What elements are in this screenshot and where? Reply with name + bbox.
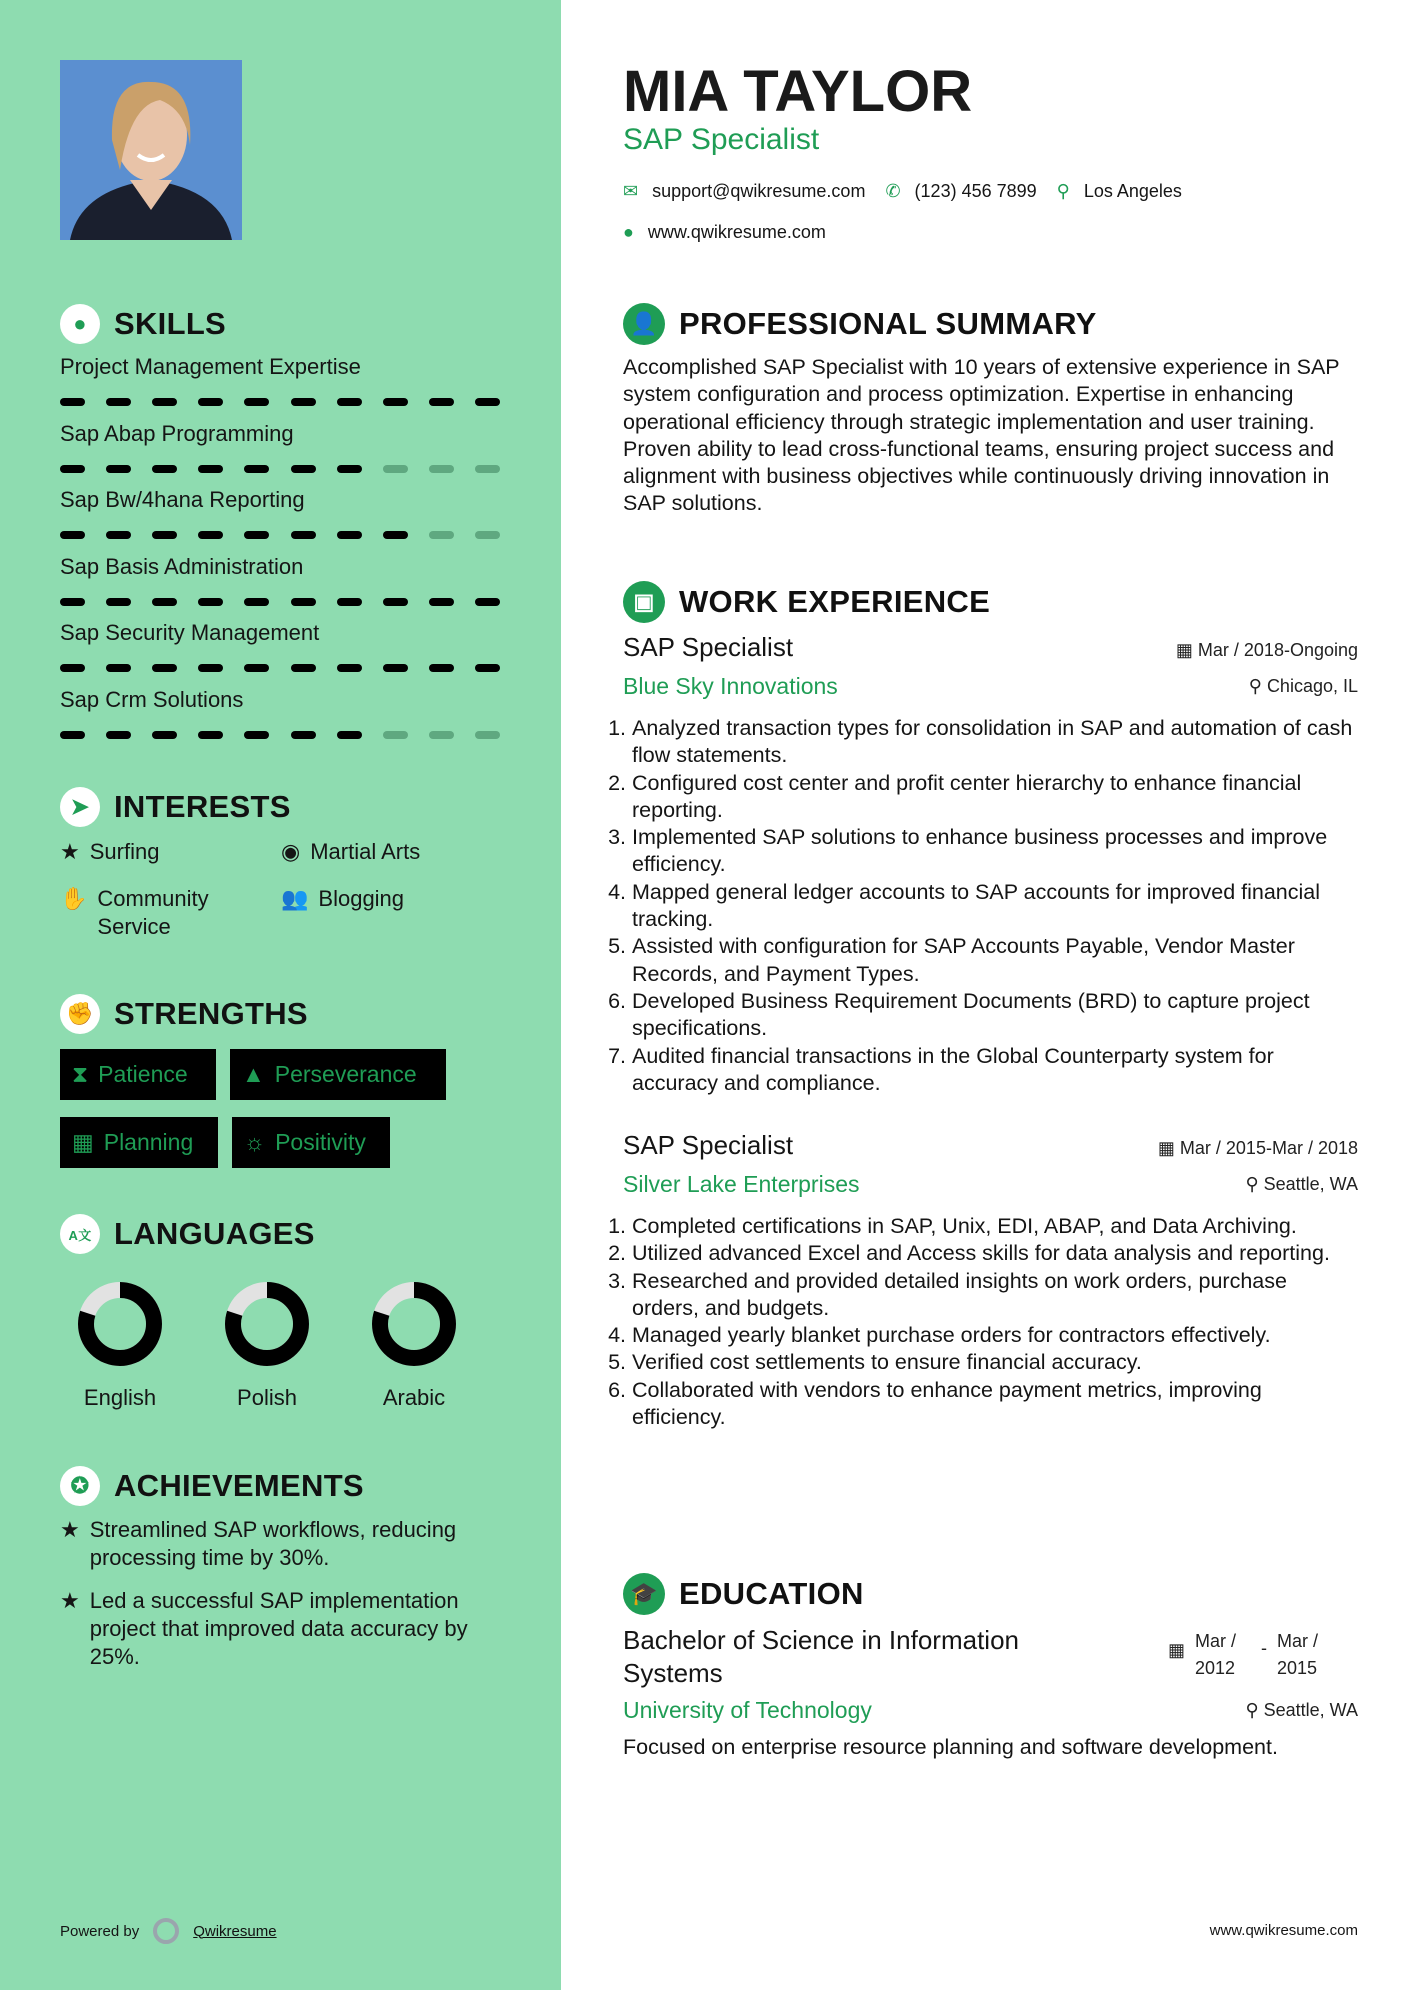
language-icon: A文	[60, 1214, 100, 1254]
skill-level-dash	[106, 731, 131, 739]
job-bullet: 6. Collaborated with vendors to enhance payment metrics, improving efficiency.	[632, 1377, 1358, 1432]
skill-level-dash	[337, 664, 362, 672]
phone: (123) 456 7899	[914, 181, 1037, 201]
skill-item	[60, 620, 500, 672]
skill-label: Sap Basis Administration	[60, 553, 304, 579]
skill-item	[60, 487, 500, 539]
skill-label: Sap Abap Programming	[60, 420, 294, 446]
skill-level-dash	[337, 731, 362, 739]
education-description: Focused on enterprise resource planning and software development.	[623, 1735, 1278, 1759]
skill-level-dash	[198, 731, 223, 739]
job-dates: ▦ Mar / 2018-Ongoing	[1175, 640, 1358, 660]
skill-level-dash	[475, 664, 500, 672]
skill-level-dash	[152, 531, 177, 539]
job-bullet: 3. Researched and provided detailed insights on work orders, purchase orders, and budgets.	[632, 1268, 1358, 1323]
skill-level-dash	[429, 398, 454, 406]
skill-level-dash	[60, 731, 85, 739]
job-bullet: 5. Verified cost settlements to ensure financial accuracy.	[632, 1349, 1358, 1376]
skill-level-dash	[337, 398, 362, 406]
envelope-icon: ✉	[623, 181, 639, 201]
language-name: Polish	[237, 1385, 297, 1410]
education-heading: 🎓 EDUCATION	[623, 1573, 1358, 1615]
skill-level-dash	[383, 531, 408, 539]
degree: Bachelor of Science in Information Systems	[623, 1625, 1019, 1688]
interest-item: ✋ Community Service	[60, 886, 209, 939]
job-bullets	[614, 715, 1358, 1097]
star-icon: ★	[60, 839, 80, 864]
skill-level-dash	[244, 731, 269, 739]
company-name: Silver Lake Enterprises	[623, 1171, 860, 1197]
strength-tag: ▲ Perseverance	[230, 1049, 446, 1100]
skill-level-dash	[383, 465, 408, 473]
pushpin-icon: ⚲	[1245, 1700, 1264, 1720]
calendar-icon: ▦	[1157, 1138, 1180, 1158]
language-donut	[371, 1281, 457, 1367]
job-bullet: 1. Completed certifications in SAP, Unix, EDI, ABAP, and Data Archiving.	[632, 1213, 1358, 1240]
skill-level-bar	[60, 465, 500, 473]
map-pin-icon: ⚲	[1056, 181, 1070, 201]
job-bullet: 7. Audited financial transactions in the Global Counterparty system for accuracy and compliance.	[632, 1043, 1358, 1098]
skill-level-dash	[152, 465, 177, 473]
skill-level-dash	[152, 731, 177, 739]
email[interactable]: support@qwikresume.com	[652, 181, 866, 201]
graduation-icon: 🎓	[623, 1573, 665, 1615]
award-star-icon: ✪	[60, 1466, 100, 1506]
skill-level-dash	[429, 598, 454, 606]
strength-tag: ▦ Planning	[60, 1117, 218, 1168]
skill-level-dash	[429, 465, 454, 473]
location: Los Angeles	[1083, 181, 1182, 201]
skill-level-dash	[291, 465, 316, 473]
footer-website[interactable]: www.qwikresume.com	[1209, 1922, 1358, 1939]
skill-level-dash	[475, 731, 500, 739]
qwikresume-link[interactable]: Qwikresume	[193, 1922, 277, 1940]
phone-icon: ✆	[885, 181, 901, 201]
skill-level-dash	[475, 598, 500, 606]
skill-level-dash	[60, 598, 85, 606]
sun-icon: ☼	[244, 1129, 266, 1155]
hourglass-icon: ⧗	[72, 1061, 89, 1087]
paper-plane-icon: ➤	[60, 787, 100, 827]
interests-heading: ➤ INTERESTS	[60, 787, 291, 827]
languages-heading: A文 LANGUAGES	[60, 1214, 315, 1254]
language-name: Arabic	[382, 1385, 446, 1410]
job-bullet: 4. Mapped general ledger accounts to SAP accounts for improved financial tracking.	[632, 879, 1358, 934]
skill-level-dash	[244, 598, 269, 606]
education-dates: ▦ Mar / 2012 - Mar / 2015	[1168, 1628, 1333, 1682]
skill-level-dash	[383, 398, 408, 406]
fist-icon: ✊	[60, 994, 100, 1034]
skill-level-dash	[475, 465, 500, 473]
skill-label: Sap Security Management	[60, 620, 320, 645]
company-name: Blue Sky Innovations	[623, 673, 838, 699]
globe-icon: ●	[623, 222, 634, 242]
calendar-icon: ▦	[1168, 1640, 1186, 1660]
star-icon: ★	[60, 1588, 80, 1613]
education-location: ⚲ Seattle, WA	[1245, 1700, 1358, 1720]
skill-level-dash	[429, 531, 454, 539]
skill-level-dash	[198, 664, 223, 672]
skill-level-dash	[291, 398, 316, 406]
job-bullets	[614, 1213, 1358, 1431]
job-bullet: 2. Configured cost center and profit center hierarchy to enhance financial reporting.	[632, 770, 1358, 825]
skill-level-dash	[152, 598, 177, 606]
achievement-item: ★ Streamlined SAP workflows, reducing processing time by 30%.	[60, 1517, 457, 1570]
skill-level-dash	[337, 598, 362, 606]
strengths-heading: ✊ STRENGTHS	[60, 994, 308, 1034]
job-location: ⚲ Seattle, WA	[1245, 1174, 1358, 1194]
skill-level-dash	[244, 531, 269, 539]
lightbulb-icon: ●	[60, 304, 100, 344]
skill-level-bar	[60, 731, 500, 739]
job-title: SAP Specialist	[623, 1130, 794, 1160]
skill-level-dash	[198, 598, 223, 606]
skill-label: Sap Crm Solutions	[60, 686, 244, 712]
interest-item: ◉ Martial Arts	[281, 839, 421, 864]
skill-level-dash	[60, 531, 85, 539]
skill-level-dash	[198, 465, 223, 473]
pushpin-icon: ⚲	[1245, 1174, 1264, 1194]
job-title: SAP Specialist	[623, 632, 794, 662]
skill-level-dash	[383, 664, 408, 672]
language-donut	[224, 1281, 310, 1367]
calendar-icon: ▦	[1175, 640, 1198, 660]
pushpin-icon: ⚲	[1248, 676, 1267, 696]
skill-level-dash	[152, 398, 177, 406]
skill-level-dash	[475, 398, 500, 406]
skill-level-dash	[198, 531, 223, 539]
skill-level-dash	[106, 465, 131, 473]
skill-item	[60, 687, 500, 739]
profile-photo	[60, 60, 242, 240]
skill-level-dash	[475, 531, 500, 539]
job-bullet: 2. Utilized advanced Excel and Access skills for data analysis and reporting.	[632, 1240, 1358, 1267]
summary-heading: 👤 PROFESSIONAL SUMMARY	[623, 303, 1358, 345]
skill-level-dash	[337, 465, 362, 473]
users-icon: 👥	[281, 886, 309, 911]
skill-level-dash	[383, 731, 408, 739]
skill-level-dash	[106, 531, 131, 539]
job-bullet: 1. Analyzed transaction types for consolidation in SAP and automation of cash flow statements.	[632, 715, 1358, 770]
globe-icon: ◉	[281, 839, 301, 864]
skill-level-dash	[429, 664, 454, 672]
skill-level-dash	[60, 398, 85, 406]
skill-level-dash	[383, 598, 408, 606]
briefcase-icon: ▣	[623, 581, 665, 623]
calendar-icon: ▦	[72, 1129, 94, 1155]
skill-item	[60, 354, 500, 406]
strength-tag: ⧗ Patience	[60, 1049, 216, 1100]
skill-level-dash	[106, 664, 131, 672]
skill-item	[60, 421, 500, 473]
skill-item	[60, 554, 500, 606]
user-icon: 👤	[623, 303, 665, 345]
interest-item: ★ Surfing	[60, 839, 160, 864]
skill-level-dash	[60, 664, 85, 672]
job-bullet: 6. Developed Business Requirement Documents (BRD) to capture project specifications.	[632, 988, 1358, 1043]
skill-level-dash	[291, 664, 316, 672]
star-icon: ★	[60, 1517, 80, 1542]
language-donut	[77, 1281, 163, 1367]
skill-level-dash	[244, 465, 269, 473]
hand-icon: ✋	[60, 886, 88, 911]
skill-level-bar	[60, 664, 500, 672]
strength-tag: ☼ Positivity	[232, 1117, 390, 1168]
school: University of Technology	[623, 1697, 872, 1723]
contact-row	[623, 181, 1358, 202]
skill-level-dash	[291, 598, 316, 606]
interest-item: 👥 Blogging	[281, 886, 405, 911]
powered-by: Powered by Qwikresume	[60, 1918, 277, 1944]
candidate-name: MIA TAYLOR	[623, 59, 973, 124]
language-name: English	[83, 1385, 157, 1410]
skill-level-dash	[244, 398, 269, 406]
job-bullet: 3. Implemented SAP solutions to enhance business processes and improve efficiency.	[632, 824, 1358, 879]
job-dates: ▦ Mar / 2015-Mar / 2018	[1157, 1138, 1358, 1158]
skill-level-bar	[60, 531, 500, 539]
skill-level-dash	[198, 398, 223, 406]
experience-heading: ▣ WORK EXPERIENCE	[623, 581, 1358, 623]
job-bullet: 5. Assisted with configuration for SAP Accounts Payable, Vendor Master Records, and Payment Types.	[632, 933, 1358, 988]
skill-level-dash	[106, 598, 131, 606]
skill-level-dash	[429, 731, 454, 739]
skill-level-dash	[244, 664, 269, 672]
skill-level-bar	[60, 398, 500, 406]
skill-level-dash	[106, 398, 131, 406]
skill-label: Project Management Expertise	[60, 354, 361, 379]
website[interactable]: www.qwikresume.com	[647, 222, 826, 242]
summary-text: Accomplished SAP Specialist with 10 years of extensive experience in SAP system configuration and process optimization. Expertise in enhancing operational efficiency through strategic implementation and user training. Proven ability to lead cross-functional teams, ensuring project success and alignment with business objectives while continuously driving innovation in SAP solutions.	[623, 355, 1340, 516]
skills-heading: ● SKILLS	[60, 304, 226, 344]
skill-level-dash	[60, 465, 85, 473]
skill-level-bar	[60, 598, 500, 606]
job-title: SAP Specialist	[623, 123, 820, 156]
website-row	[623, 222, 1358, 243]
job-location: ⚲ Chicago, IL	[1248, 676, 1358, 696]
achievements-heading: ✪ ACHIEVEMENTS	[60, 1466, 364, 1506]
road-icon: ▲	[242, 1061, 265, 1087]
job-bullet: 4. Managed yearly blanket purchase orders for contractors effectively.	[632, 1322, 1358, 1349]
skill-level-dash	[291, 531, 316, 539]
skill-level-dash	[291, 731, 316, 739]
skill-level-dash	[152, 664, 177, 672]
achievement-item: ★ Led a successful SAP implementation project that improved data accuracy by 25%.	[60, 1588, 468, 1669]
qwikresume-logo-icon	[153, 1918, 179, 1944]
skill-level-dash	[337, 531, 362, 539]
skill-label: Sap Bw/4hana Reporting	[60, 487, 305, 512]
